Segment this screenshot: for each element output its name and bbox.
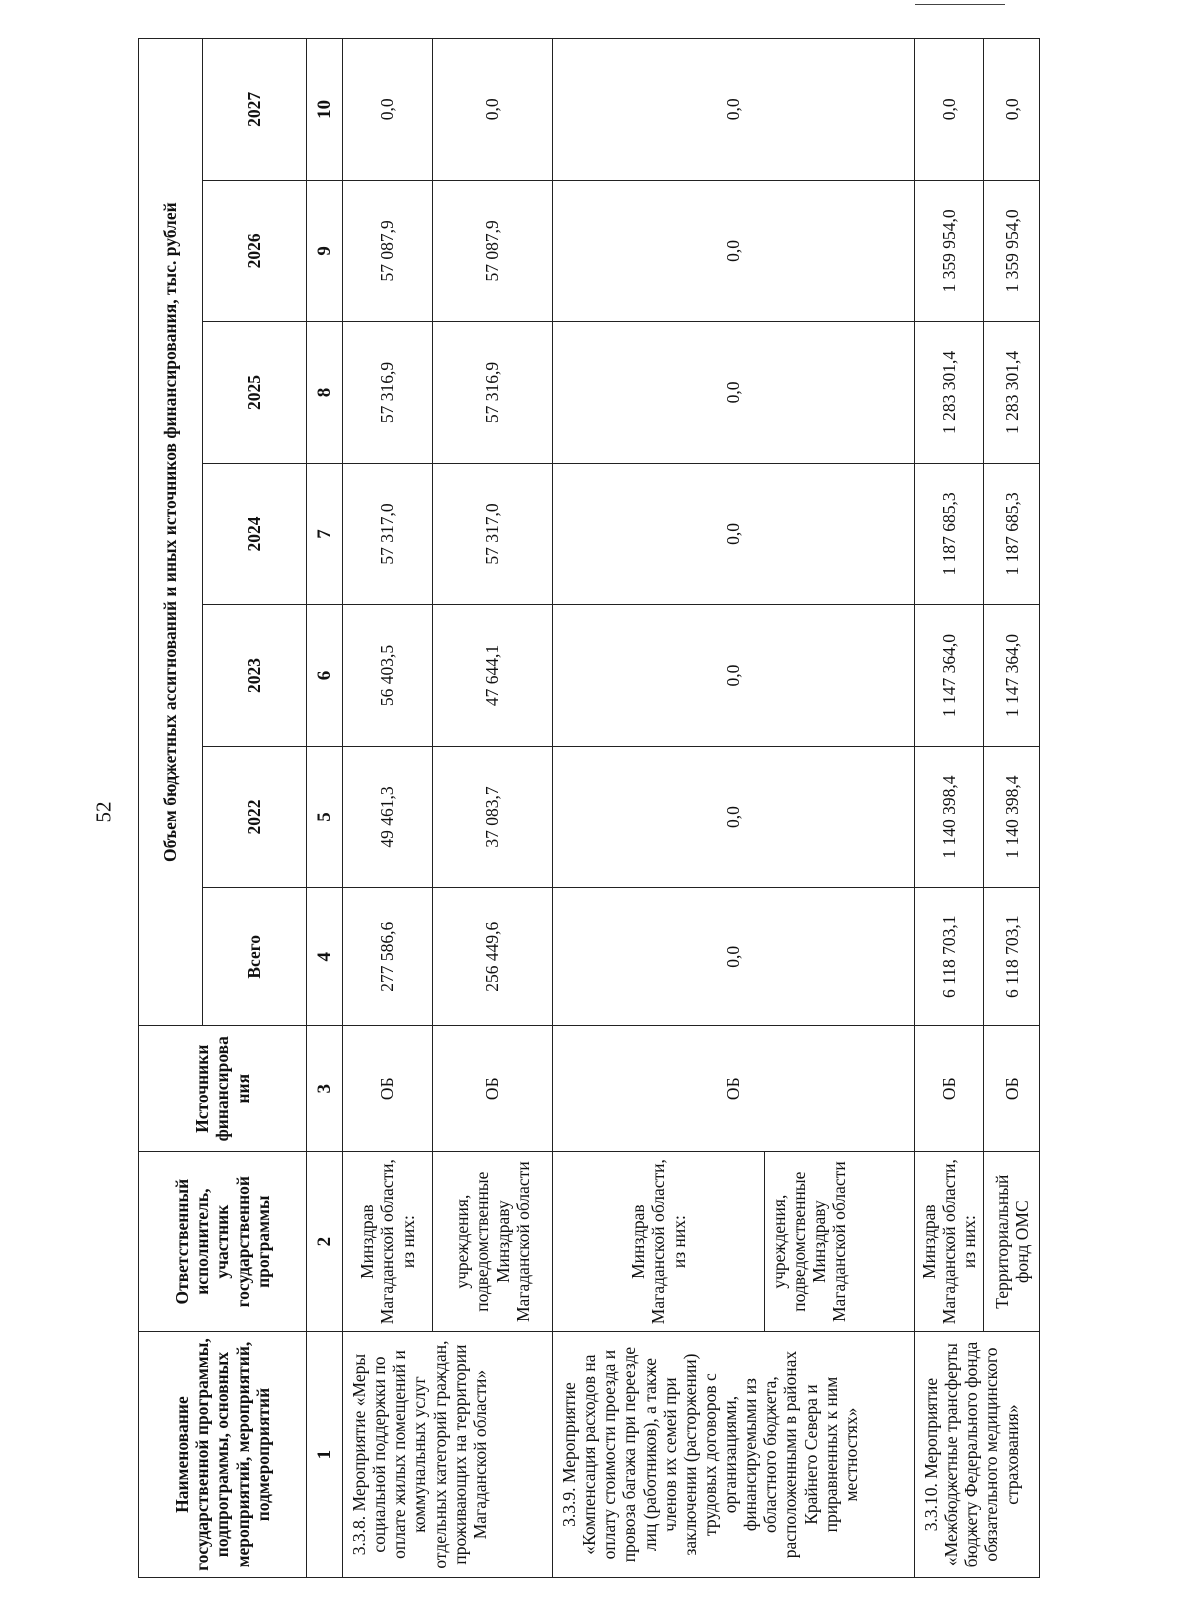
value-2024: 57 317,0 — [343, 463, 433, 605]
value-2022: 49 461,3 — [343, 746, 433, 888]
header-year-2022: 2022 — [203, 746, 307, 888]
value-2023: 47 644,1 — [433, 605, 553, 747]
value-2026: 57 087,9 — [433, 180, 553, 322]
col-number: 10 — [307, 39, 343, 181]
value-2026: 57 087,9 — [343, 180, 433, 322]
rotated-table-container — [138, 38, 1038, 1578]
col-number: 8 — [307, 322, 343, 464]
value-total: 0,0 — [553, 888, 915, 1026]
table-row — [343, 39, 433, 1578]
value-total: 277 586,6 — [343, 888, 433, 1026]
col-number: 5 — [307, 746, 343, 888]
value-2023: 1 147 364,0 — [984, 605, 1040, 747]
value-2025: 0,0 — [553, 322, 915, 464]
value-2026: 1 359 954,0 — [915, 180, 984, 322]
executor-cell: учреждения, подведомственные Минздраву Магаданской области — [765, 1152, 915, 1332]
value-2023: 56 403,5 — [343, 605, 433, 747]
col-number: 9 — [307, 180, 343, 322]
executor-cell: Территориальный фонд ОМС — [984, 1152, 1040, 1332]
header-source: Источники финансирования — [139, 1026, 307, 1152]
source-cell: ОБ — [433, 1026, 553, 1152]
table-row — [915, 39, 984, 1578]
value-2022: 37 083,7 — [433, 746, 553, 888]
col-number: 6 — [307, 605, 343, 747]
header-year-2025: 2025 — [203, 322, 307, 464]
header-executor: Ответственный исполнитель, участник государственной программы — [139, 1152, 307, 1332]
table-row — [553, 39, 765, 1578]
source-cell: ОБ — [984, 1026, 1040, 1152]
value-2027: 0,0 — [553, 39, 915, 181]
value-2023: 1 147 364,0 — [915, 605, 984, 747]
continuation-mark — [915, 0, 1005, 5]
page-number: 52 — [91, 801, 116, 823]
column-number-row — [307, 39, 343, 1578]
col-number: 3 — [307, 1026, 343, 1152]
header-year-2026: 2026 — [203, 180, 307, 322]
value-2022: 0,0 — [553, 746, 915, 888]
executor-cell: Минздрав Магаданской области, из них: — [553, 1152, 765, 1332]
col-number: 2 — [307, 1152, 343, 1332]
executor-cell: Минздрав Магаданской области, из них: — [343, 1152, 433, 1332]
value-total: 6 118 703,1 — [915, 888, 984, 1026]
col-number: 1 — [307, 1332, 343, 1578]
header-year-total: Всего — [203, 888, 307, 1026]
value-2022: 1 140 398,4 — [915, 746, 984, 888]
value-2027: 0,0 — [915, 39, 984, 181]
value-2026: 0,0 — [553, 180, 915, 322]
value-2025: 1 283 301,4 — [915, 322, 984, 464]
source-cell: ОБ — [915, 1026, 984, 1152]
value-2023: 0,0 — [553, 605, 915, 747]
value-2025: 1 283 301,4 — [984, 322, 1040, 464]
source-cell: ОБ — [553, 1026, 915, 1152]
col-number: 4 — [307, 888, 343, 1026]
value-2025: 57 316,9 — [343, 322, 433, 464]
value-2024: 1 187 685,3 — [984, 463, 1040, 605]
header-year-2024: 2024 — [203, 463, 307, 605]
value-total: 6 118 703,1 — [984, 888, 1040, 1026]
header-name: Наименование государственной программы, подпрограммы, основных мероприятий, мероприятий, подмероприятий — [139, 1332, 307, 1578]
header-year-2023: 2023 — [203, 605, 307, 747]
value-2026: 1 359 954,0 — [984, 180, 1040, 322]
executor-cell: Минздрав Магаданской области, из них: — [915, 1152, 984, 1332]
activity-name: 3.3.10. Мероприятие «Межбюджетные трансферты бюджету Федерального фонда обязательного медицинского страхования» — [915, 1332, 1040, 1578]
value-2024: 1 187 685,3 — [915, 463, 984, 605]
value-2027: 0,0 — [343, 39, 433, 181]
value-2027: 0,0 — [433, 39, 553, 181]
value-total: 256 449,6 — [433, 888, 553, 1026]
activity-name: 3.3.8. Мероприятие «Меры социальной поддержки по оплате жилых помещений и коммунальных услуг отдельных категорий граждан, проживающих на территории Магаданской области» — [343, 1332, 553, 1578]
value-2022: 1 140 398,4 — [984, 746, 1040, 888]
value-2024: 0,0 — [553, 463, 915, 605]
financing-table — [138, 38, 1040, 1578]
col-number: 7 — [307, 463, 343, 605]
value-2024: 57 317,0 — [433, 463, 553, 605]
value-2027: 0,0 — [984, 39, 1040, 181]
executor-cell: учреждения, подведомственные Минздраву Магаданской области — [433, 1152, 553, 1332]
value-2025: 57 316,9 — [433, 322, 553, 464]
header-year-2027: 2027 — [203, 39, 307, 181]
header-volume-group: Объем бюджетных ассигнований и иных источников финансирования, тыс. рублей — [139, 39, 203, 1026]
source-cell: ОБ — [343, 1026, 433, 1152]
activity-name: 3.3.9. Мероприятие «Компенсация расходов на оплату стоимости проезда и провоза багажа при переезде лиц (работников), а также членов их семей при заключении (расторжении) трудовых договоров с организациями, финансируемыми из областного бюджета, расположенными в районах Крайнего Севера и приравненных к ним местностях» — [553, 1332, 915, 1578]
